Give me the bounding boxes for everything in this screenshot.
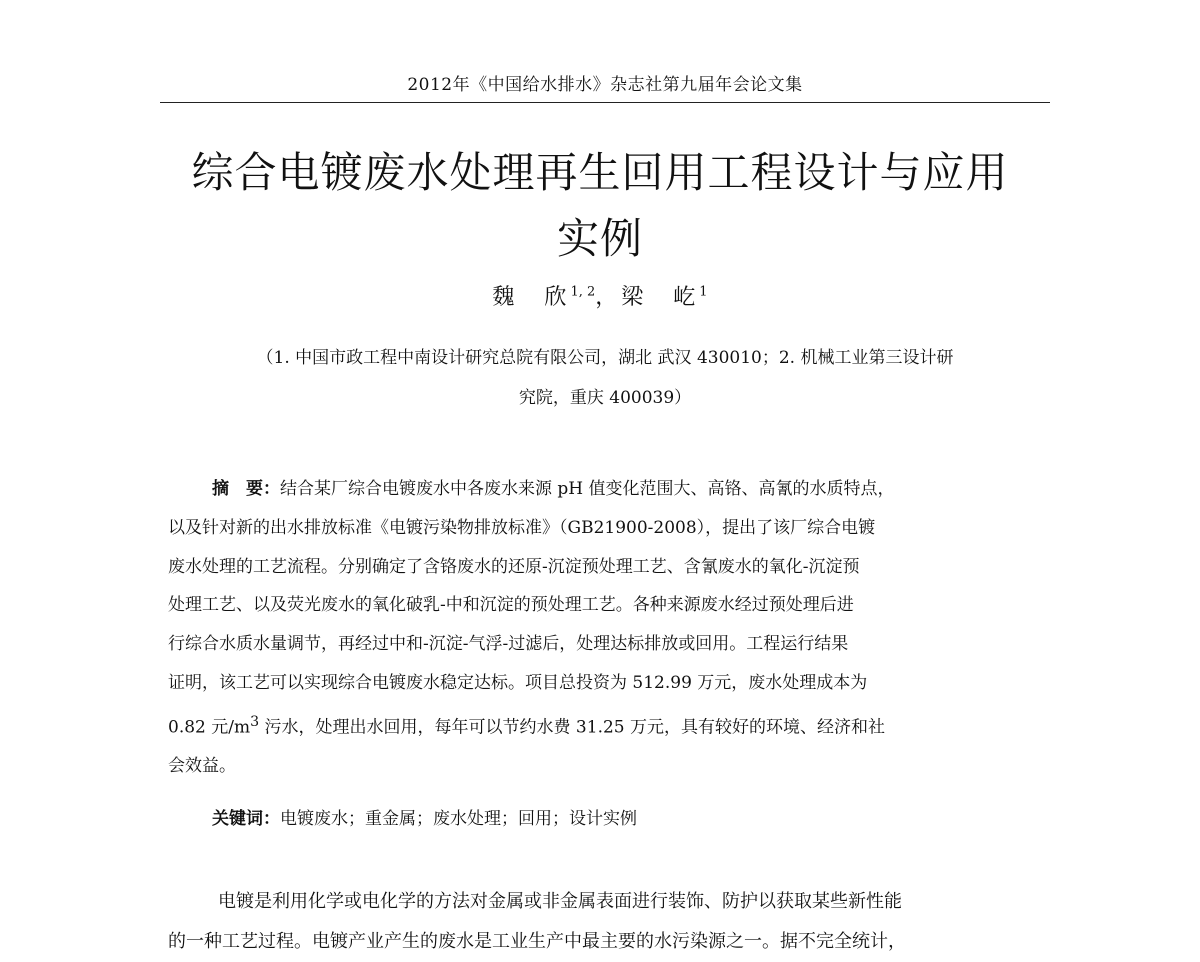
- author-separator: ，: [595, 285, 622, 310]
- body-line-2: 的一种工艺过程。电镀产业产生的废水是工业生产中最主要的水污染源之一。据不完全统计，: [168, 931, 906, 952]
- affiliation-line-2: 究院，重庆 400039）: [518, 388, 692, 408]
- body-line-1: 电镀是利用化学或电化学的方法对金属或非金属表面进行装饰、防护以获取某些新性能: [218, 891, 902, 912]
- abstract-text: 0.82 元/m: [168, 717, 251, 738]
- keywords-text: 电镀废水；重金属；废水处理；回用；设计实例: [280, 809, 637, 829]
- running-header: [160, 62, 1050, 103]
- abstract: [168, 470, 1058, 786]
- author-affil-mark: 1, 2: [570, 284, 596, 300]
- affiliation: [160, 338, 1050, 418]
- affiliation-line-1: （1. 中国市政工程中南设计研究总院有限公司，湖北 武汉 430010；2. 机械工业第三设计研: [256, 348, 954, 368]
- abstract-line: 证明，该工艺可以实现综合电镀废水稳定达标。项目总投资为 512.99 万元，废水处理成本为: [168, 672, 868, 693]
- abstract-line: 会效益。: [168, 756, 236, 777]
- abstract-text: 污水，处理出水回用，每年可以节约水费 31.25 万元，具有较好的环境、经济和社: [259, 717, 886, 738]
- author-name: 魏 欣: [492, 285, 571, 310]
- abstract-line: [168, 470, 1058, 509]
- body-paragraph: [168, 882, 1058, 962]
- title-line-1: 综合电镀废水处理再生回用工程设计与应用: [191, 148, 1009, 197]
- title-line-2: 实例: [556, 214, 643, 263]
- abstract-label: 摘 要：: [212, 479, 280, 499]
- author-name: 梁 屹: [621, 285, 700, 310]
- author-list: [0, 280, 1200, 311]
- abstract-line: 行综合水质水量调节，再经过中和-沉淀-气浮-过滤后，处理达标排放或回用。工程运行结果: [168, 634, 849, 655]
- abstract-line: 废水处理的工艺流程。分别确定了含铬废水的还原-沉淀预处理工艺、含氰废水的氧化-沉淀预: [168, 556, 860, 577]
- author-affil-mark: 1: [699, 284, 708, 300]
- keywords-label: 关键词：: [212, 809, 280, 829]
- paper-title: [120, 140, 1080, 272]
- superscript: 3: [250, 713, 260, 730]
- abstract-line: [168, 703, 1058, 747]
- keywords: [212, 800, 1062, 838]
- abstract-line: 处理工艺、以及荧光废水的氧化破乳-中和沉淀的预处理工艺。各种来源废水经过预处理后进: [168, 595, 854, 616]
- abstract-line: 以及针对新的出水排放标准《电镀污染物排放标准》（GB21900-2008），提出了该厂综合电镀: [168, 517, 876, 538]
- running-header-text: 2012年《中国给水排水》杂志社第九届年会论文集: [407, 75, 803, 95]
- abstract-text: 结合某厂综合电镀废水中各废水来源 pH 值变化范围大、高铬、高氰的水质特点，: [280, 479, 895, 499]
